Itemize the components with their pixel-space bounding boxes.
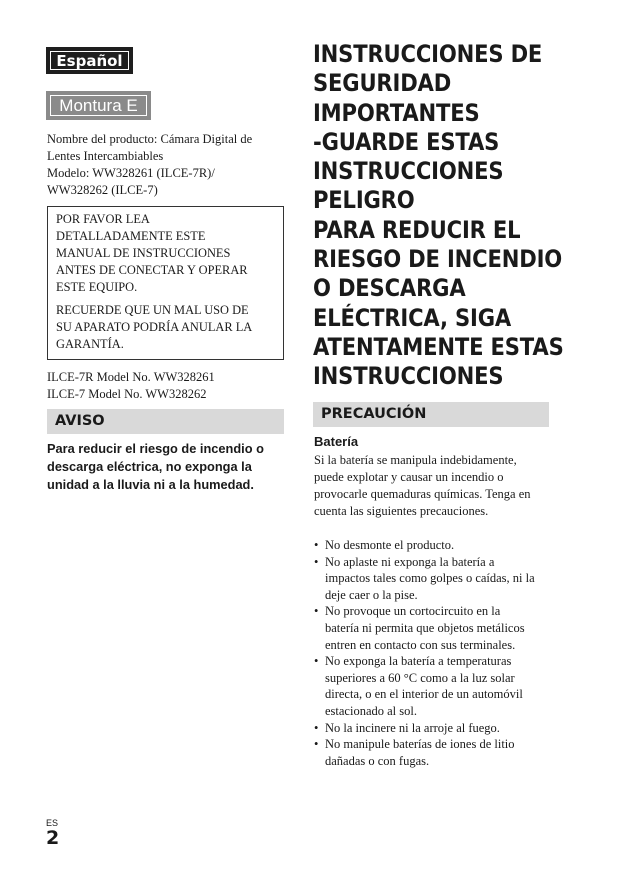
list-item-line: No desmonte el producto. (325, 538, 455, 552)
list-item (314, 736, 554, 769)
notice-line: POR FAVOR LEA (56, 212, 150, 226)
list-item-line: directa, o en el interior de un automóvil (325, 687, 523, 702)
aviso-line: unidad a la lluvia ni a la humedad. (47, 477, 254, 492)
battery-intro-line: Si la batería se manipula indebidamente, (314, 453, 517, 467)
model-numbers (47, 369, 287, 403)
title-line: INSTRUCCIONES DE (313, 40, 543, 68)
aviso-line: descarga eléctrica, no exponga la (47, 459, 252, 474)
battery-precautions-list (314, 537, 554, 769)
title-line: INSTRUCCIONES (313, 362, 504, 391)
list-item-line: No manipule baterías de iones de litio (325, 737, 515, 752)
battery-intro-line: cuenta las siguientes precauciones. (314, 504, 489, 518)
page-language-code: ES (46, 818, 59, 828)
model-number-line: ILCE-7R Model No. WW328261 (47, 370, 215, 384)
warranty-notice-box (47, 206, 284, 360)
title-line: -GUARDE ESTAS (313, 127, 500, 156)
battery-intro-line: provocarle quemaduras químicas. Tenga en (314, 487, 531, 501)
battery-intro (314, 452, 554, 520)
list-item-line: impactos tales como golpes o caídas, ni la (325, 571, 535, 586)
mount-tab (46, 91, 151, 120)
list-item-line: No aplaste ni exponga la batería a (325, 554, 495, 569)
aviso-heading: AVISO (47, 409, 284, 434)
title-line: ATENTAMENTE ESTAS (313, 332, 564, 361)
list-item-line: dañadas o con fugas. (325, 753, 430, 768)
notice-paragraph-read-manual (56, 211, 277, 296)
product-info-line: Modelo: WW328261 (ILCE-7R)/ (47, 166, 215, 180)
title-line: PARA REDUCIR EL (313, 215, 521, 244)
product-info-line: WW328262 (ILCE-7) (47, 183, 158, 197)
notice-line: SU APARATO PODRÍA ANULAR LA (56, 320, 253, 334)
title-line: SEGURIDAD (313, 69, 452, 98)
list-item-line: superiores a 60 °C como a la luz solar (325, 670, 515, 685)
list-item (314, 720, 554, 737)
aviso-line: Para reducir el riesgo de incendio o (47, 441, 264, 456)
notice-line: DETALLADAMENTE ESTE (56, 229, 206, 243)
page-number: 2 (46, 827, 60, 849)
notice-line: ESTE EQUIPO. (56, 280, 138, 294)
title-line: IMPORTANTES (313, 98, 480, 127)
product-info-line: Lentes Intercambiables (47, 149, 164, 163)
list-item-line: entren en contacto con sus terminales. (325, 637, 516, 652)
list-item-line: estacionado al sol. (325, 703, 417, 718)
list-item (314, 537, 554, 554)
notice-line: ANTES DE CONECTAR Y OPERAR (56, 263, 248, 277)
title-line: ELÉCTRICA, SIGA (313, 303, 512, 332)
title-line: O DESCARGA (313, 274, 466, 303)
precaucion-heading: PRECAUCIÓN (313, 402, 549, 427)
list-item (314, 653, 554, 719)
title-line: PELIGRO (313, 186, 415, 215)
product-info (47, 131, 287, 199)
list-item-line: No exponga la batería a temperaturas (325, 654, 512, 669)
language-tab-label: Español (50, 51, 129, 70)
list-item-line: No provoque un cortocircuito en la (325, 604, 501, 619)
list-item-line: deje caer o la pise. (325, 587, 418, 602)
list-item (314, 603, 554, 653)
battery-intro-line: puede explotar y causar un incendio o (314, 470, 504, 484)
safety-instructions-title (313, 40, 564, 392)
list-item-line: No la incinere ni la arroje al fuego. (325, 720, 500, 735)
language-tab (46, 47, 133, 74)
list-item-line: batería ni permita que objetos metálicos (325, 620, 525, 635)
title-line: RIESGO DE INCENDIO (313, 245, 563, 274)
notice-line: MANUAL DE INSTRUCCIONES (56, 246, 231, 260)
mount-tab-label: Montura E (50, 95, 147, 116)
title-line: INSTRUCCIONES (313, 157, 504, 186)
product-info-line: Nombre del producto: Cámara Digital de (47, 132, 253, 146)
notice-line: GARANTÍA. (56, 337, 124, 351)
notice-paragraph-warranty (56, 302, 277, 353)
battery-heading: Batería (314, 434, 359, 449)
list-item (314, 554, 554, 604)
notice-line: RECUERDE QUE UN MAL USO DE (56, 303, 249, 317)
aviso-warning-text (47, 440, 287, 494)
model-number-line: ILCE-7 Model No. WW328262 (47, 387, 207, 401)
